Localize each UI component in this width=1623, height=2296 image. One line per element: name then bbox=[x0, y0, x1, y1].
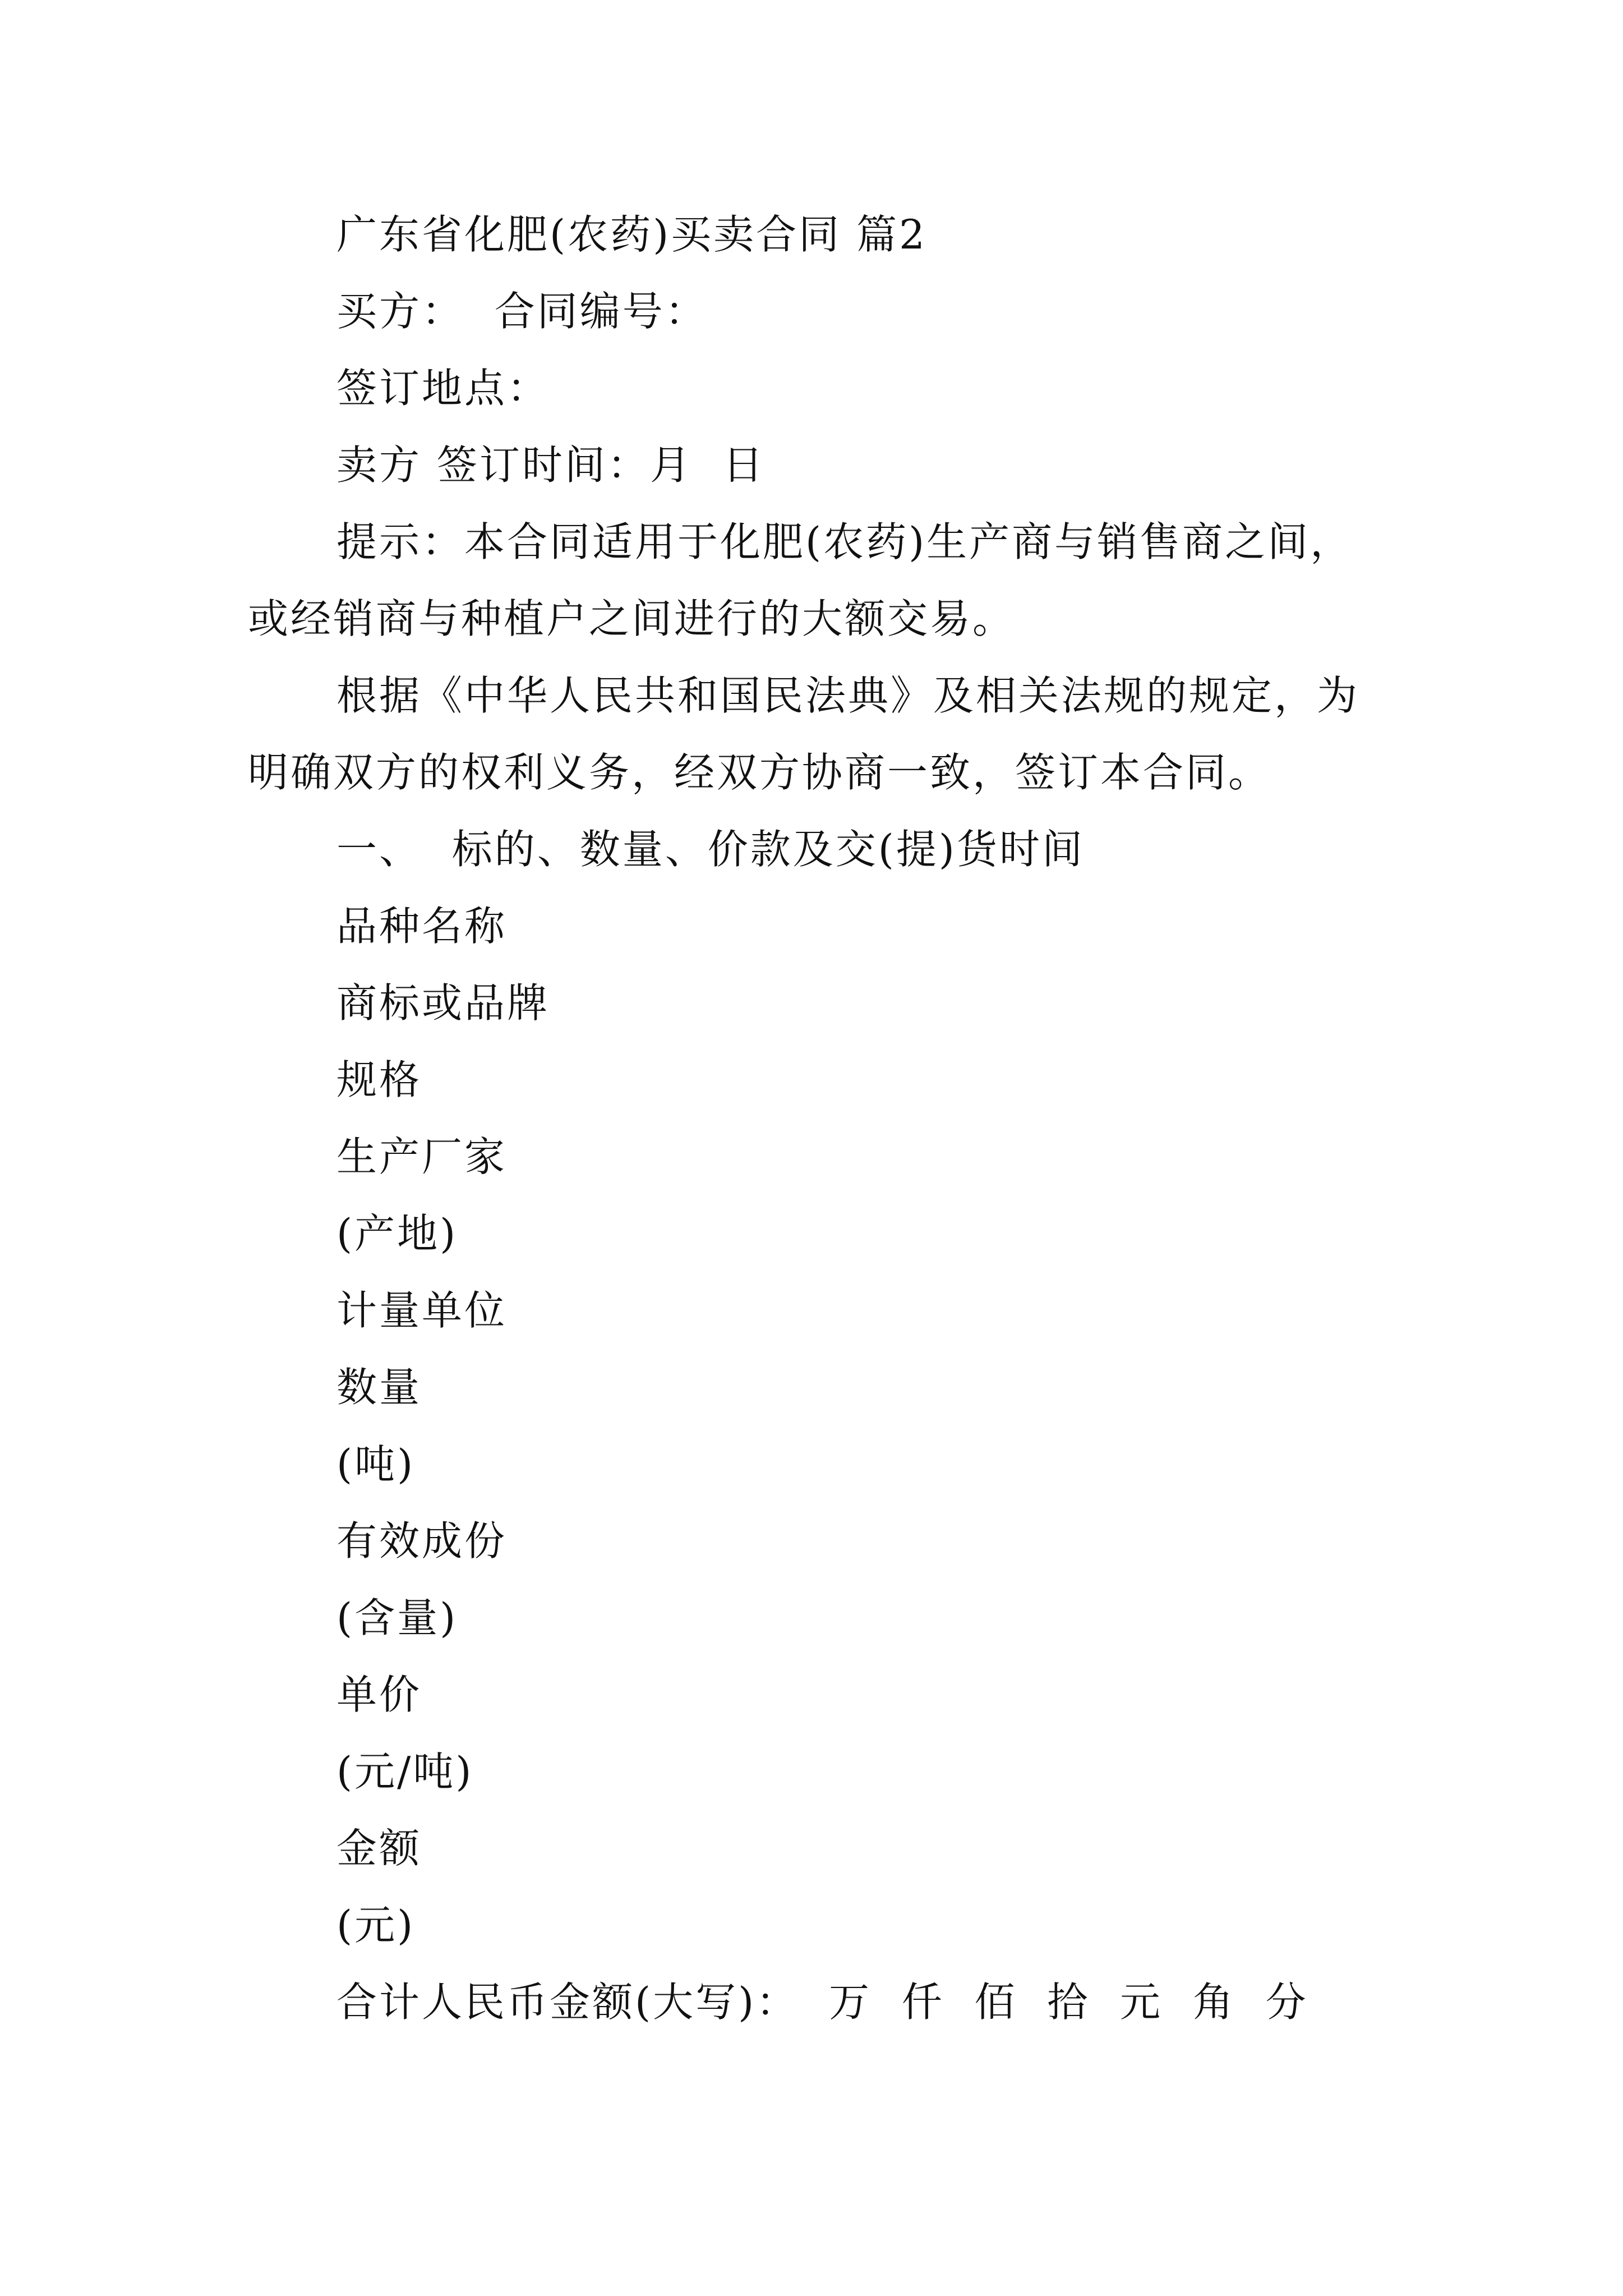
field-specification: 规格 bbox=[336, 1056, 422, 1103]
field-amount-unit: (元) bbox=[336, 1902, 416, 1949]
legal-basis-line-2: 明确双方的权利义务，经双方协商一致，签订本合同。 bbox=[248, 749, 1271, 796]
field-amount: 金额 bbox=[336, 1825, 422, 1872]
field-quantity: 数量 bbox=[336, 1364, 422, 1411]
document-title: 广东省化肥(农药)买卖合同 篇2 bbox=[336, 211, 927, 258]
field-quantity-unit: (吨) bbox=[336, 1441, 416, 1488]
field-active-ingredient: 有效成份 bbox=[336, 1517, 508, 1565]
field-unit-price-unit: (元/吨) bbox=[336, 1748, 474, 1795]
legal-basis-line-1: 根据《中华人民共和国民法典》及相关法规的规定，为 bbox=[336, 672, 1360, 719]
total-amount-line: 合计人民币金额(大写)： 万 仟 佰 拾 元 角 分 bbox=[336, 1978, 1308, 2026]
field-trademark: 商标或品牌 bbox=[336, 979, 550, 1027]
field-origin: (产地) bbox=[336, 1210, 458, 1257]
field-unit-price: 单价 bbox=[336, 1671, 422, 1718]
buyer-contract-number-line: 买方： 合同编号： bbox=[336, 288, 708, 335]
section-heading-1: 一、 标的、数量、价款及交(提)货时间 bbox=[336, 826, 1085, 873]
signing-place-line: 签订地点： bbox=[336, 365, 550, 412]
field-product-name: 品种名称 bbox=[336, 903, 508, 950]
field-unit: 计量单位 bbox=[336, 1287, 508, 1334]
notice-paragraph-line-1: 提示：本合同适用于化肥(农药)生产商与销售商之间， bbox=[336, 518, 1353, 565]
field-content: (含量) bbox=[336, 1594, 458, 1641]
seller-signing-time-line: 卖方 签订时间：月 日 bbox=[336, 441, 766, 489]
notice-paragraph-line-2: 或经销商与种植户之间进行的大额交易。 bbox=[248, 595, 1016, 642]
field-manufacturer: 生产厂家 bbox=[336, 1133, 508, 1180]
